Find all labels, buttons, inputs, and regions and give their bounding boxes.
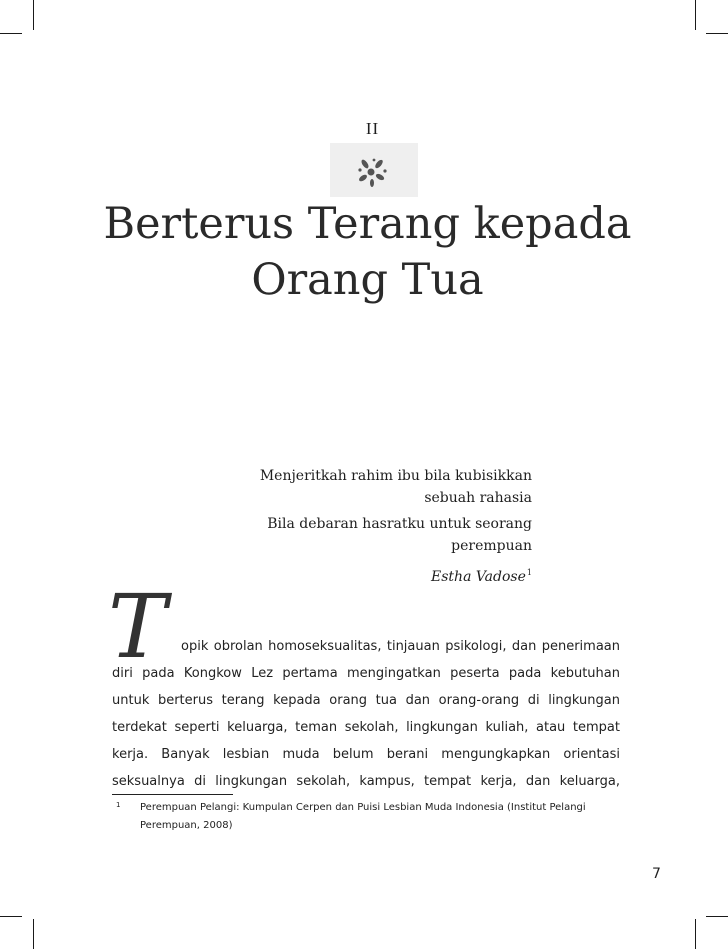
crop-mark: [33, 0, 34, 30]
crop-mark: [706, 916, 728, 917]
epigraph: [220, 465, 532, 588]
page-number: 7: [652, 866, 661, 882]
epigraph-line: Menjeritkah rahim ibu bila kubisikkan: [259, 468, 532, 484]
drop-cap: T: [108, 575, 167, 678]
epigraph-line: Bila debaran hasratku untuk seorang: [267, 516, 532, 532]
body-text-line: seksualnya di lingkungan sekolah, kampus, tempat kerja, dan keluarga,: [112, 774, 620, 789]
footnote-text: Perempuan Pelangi: Kumpulan Cerpen dan Puisi Lesbian Muda Indonesia (Institut Pelangi Perempuan, 2008): [140, 802, 586, 831]
epigraph-line: perempuan: [451, 538, 532, 554]
body-text-line: opik obrolan homoseksualitas, tinjauan psikologi, dan penerimaan: [181, 639, 620, 654]
crop-mark: [0, 916, 22, 917]
crop-mark: [0, 33, 22, 34]
chapter-title-line: Berterus Terang kepada: [103, 199, 632, 249]
chapter-ornament: [330, 143, 418, 197]
epigraph-author: [220, 562, 532, 588]
footnote-reference: 1: [526, 568, 532, 577]
chapter-title-line: Orang Tua: [251, 255, 484, 305]
body-text-line: untuk berterus terang kepada orang tua dan orang-orang di lingkungan: [112, 693, 620, 708]
chapter-title: [60, 196, 675, 308]
epigraph-author-name: Estha Vadose: [431, 569, 526, 585]
floral-ornament-icon: [330, 143, 418, 197]
crop-mark: [33, 919, 34, 949]
body-text-line: diri pada Kongkow Lez pertama mengingatkan peserta pada kebutuhan: [112, 666, 620, 681]
footnote-rule: [112, 794, 233, 795]
crop-mark: [695, 0, 696, 30]
chapter-number: II: [365, 119, 380, 138]
epigraph-line: sebuah rahasia: [424, 490, 532, 506]
body-text-line: kerja. Banyak lesbian muda belum berani mengungkapkan orientasi: [112, 747, 620, 762]
crop-mark: [706, 33, 728, 34]
crop-mark: [695, 919, 696, 949]
footnote-mark: 1: [116, 801, 121, 809]
body-text-line: terdekat seperti keluarga, teman sekolah, lingkungan kuliah, atau tempat: [112, 720, 620, 735]
